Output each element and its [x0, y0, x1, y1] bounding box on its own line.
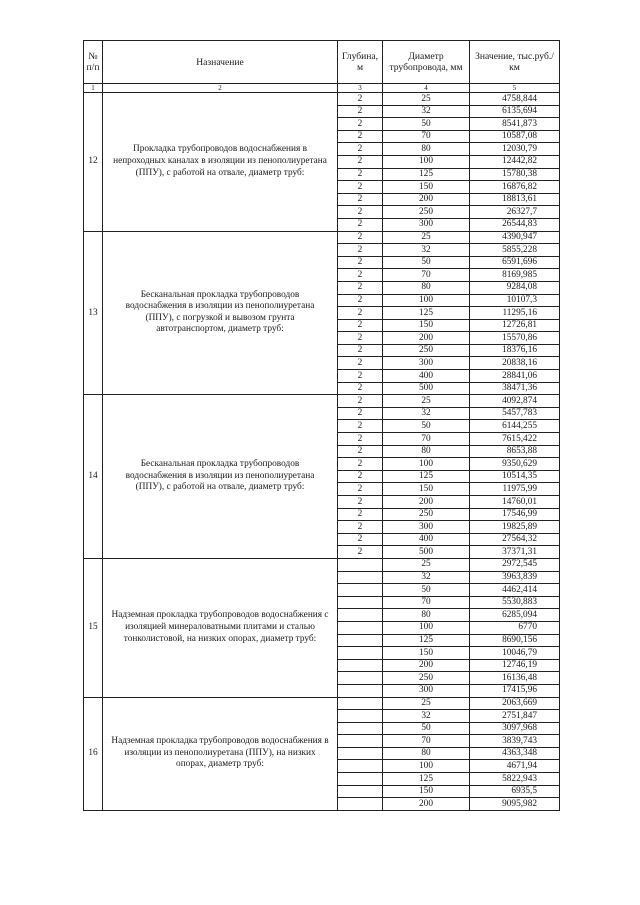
diameter-cell: 32 [383, 244, 470, 257]
value-cell: 9095,982 [470, 798, 560, 811]
depth-cell [338, 785, 383, 798]
table-row [84, 93, 560, 106]
column-index-cell: 5 [470, 84, 560, 93]
value-cell: 8169,985 [470, 269, 560, 282]
depth-cell [338, 798, 383, 811]
item-description: Бесканальная прокладка трубопроводов водоснабжения в изоляции из пенополиуретана (ППУ), с погрузкой и вывозом грунта автотранспортом, диаметр труб: [103, 231, 338, 395]
table-body [84, 93, 560, 811]
depth-cell: 2 [338, 407, 383, 420]
diameter-cell: 200 [383, 193, 470, 206]
value-cell: 7615,422 [470, 433, 560, 446]
value-cell: 19825,89 [470, 521, 560, 534]
diameter-cell: 32 [383, 105, 470, 118]
diameter-cell: 25 [383, 697, 470, 710]
diameter-cell: 250 [383, 206, 470, 219]
value-cell: 18813,61 [470, 193, 560, 206]
diameter-cell: 100 [383, 621, 470, 634]
value-cell: 27564,32 [470, 533, 560, 546]
diameter-cell: 70 [383, 433, 470, 446]
depth-cell: 2 [338, 168, 383, 181]
diameter-cell: 150 [383, 647, 470, 660]
value-cell: 6935,5 [470, 785, 560, 798]
diameter-cell: 250 [383, 344, 470, 357]
diameter-cell: 50 [383, 256, 470, 269]
table-row [84, 558, 560, 571]
depth-cell [338, 710, 383, 723]
item-number: 15 [84, 558, 103, 697]
diameter-cell: 50 [383, 118, 470, 131]
depth-cell: 2 [338, 307, 383, 320]
depth-cell [338, 697, 383, 710]
header-name: Назначение [103, 41, 338, 84]
depth-cell: 2 [338, 458, 383, 471]
value-cell: 26327,7 [470, 206, 560, 219]
value-cell: 11295,16 [470, 307, 560, 320]
item-number: 16 [84, 697, 103, 810]
value-cell: 38471,36 [470, 382, 560, 395]
value-cell: 12030,79 [470, 143, 560, 156]
depth-cell: 2 [338, 546, 383, 559]
column-index-cell: 4 [383, 84, 470, 93]
diameter-cell: 25 [383, 395, 470, 408]
diameter-cell: 50 [383, 420, 470, 433]
depth-cell [338, 735, 383, 748]
diameter-cell: 80 [383, 609, 470, 622]
value-cell: 26544,83 [470, 218, 560, 231]
item-number: 13 [84, 231, 103, 395]
table-header [84, 41, 560, 93]
item-description: Надземная прокладка трубопроводов водоснабжения с изоляцией минераловатными плитами и сталью тонколистовой, на низких опорах, диаметр труб: [103, 558, 338, 697]
diameter-cell: 80 [383, 445, 470, 458]
item-description: Прокладка трубопроводов водоснабжения в непроходных каналах в изоляции из пенополиуретана (ППУ), с работой на отвале, диаметр труб: [103, 93, 338, 232]
diameter-cell: 70 [383, 130, 470, 143]
depth-cell [338, 621, 383, 634]
value-cell: 9350,629 [470, 458, 560, 471]
depth-cell [338, 596, 383, 609]
diameter-cell: 125 [383, 168, 470, 181]
value-cell: 15780,38 [470, 168, 560, 181]
depth-cell: 2 [338, 508, 383, 521]
value-cell: 11975,99 [470, 483, 560, 496]
depth-cell [338, 558, 383, 571]
value-cell: 10046,79 [470, 647, 560, 660]
value-cell: 2972,545 [470, 558, 560, 571]
value-cell: 16136,48 [470, 672, 560, 685]
depth-cell: 2 [338, 193, 383, 206]
diameter-cell: 400 [383, 370, 470, 383]
diameter-cell: 125 [383, 470, 470, 483]
value-cell: 20838,16 [470, 357, 560, 370]
depth-cell [338, 747, 383, 760]
depth-cell: 2 [338, 521, 383, 534]
value-cell: 12442,82 [470, 155, 560, 168]
depth-cell: 2 [338, 118, 383, 131]
diameter-cell: 500 [383, 546, 470, 559]
value-cell: 17546,99 [470, 508, 560, 521]
diameter-cell: 200 [383, 332, 470, 345]
value-cell: 4671,94 [470, 760, 560, 773]
item-number: 12 [84, 93, 103, 232]
value-cell: 16876,82 [470, 181, 560, 194]
depth-cell [338, 584, 383, 597]
item-description: Бесканальная прокладка трубопроводов водоснабжения в изоляции из пенополиуретана (ППУ), с работой на отвале, диаметр труб: [103, 395, 338, 559]
diameter-cell: 25 [383, 93, 470, 106]
value-cell: 18376,16 [470, 344, 560, 357]
diameter-cell: 100 [383, 458, 470, 471]
depth-cell [338, 647, 383, 660]
diameter-cell: 300 [383, 357, 470, 370]
diameter-cell: 300 [383, 684, 470, 697]
depth-cell: 2 [338, 93, 383, 106]
value-cell: 15570,86 [470, 332, 560, 345]
diameter-cell: 150 [383, 319, 470, 332]
value-cell: 6135,694 [470, 105, 560, 118]
diameter-cell: 150 [383, 181, 470, 194]
depth-cell: 2 [338, 470, 383, 483]
depth-cell [338, 760, 383, 773]
diameter-cell: 500 [383, 382, 470, 395]
value-cell: 5457,783 [470, 407, 560, 420]
depth-cell: 2 [338, 395, 383, 408]
value-cell: 12746,19 [470, 659, 560, 672]
depth-cell [338, 722, 383, 735]
depth-cell: 2 [338, 483, 383, 496]
depth-cell [338, 773, 383, 786]
depth-cell [338, 571, 383, 584]
diameter-cell: 400 [383, 533, 470, 546]
value-cell: 6770 [470, 621, 560, 634]
value-cell: 28841,06 [470, 370, 560, 383]
diameter-cell: 100 [383, 760, 470, 773]
header-value: Значение, тыс.руб./км [470, 41, 560, 84]
depth-cell: 2 [338, 445, 383, 458]
value-cell: 5855,228 [470, 244, 560, 257]
value-cell: 4390,947 [470, 231, 560, 244]
depth-cell [338, 609, 383, 622]
table-row [84, 395, 560, 408]
diameter-cell: 150 [383, 785, 470, 798]
diameter-cell: 80 [383, 281, 470, 294]
diameter-cell: 200 [383, 798, 470, 811]
value-cell: 8653,88 [470, 445, 560, 458]
column-index-cell: 1 [84, 84, 103, 93]
diameter-cell: 70 [383, 596, 470, 609]
value-cell: 2751,847 [470, 710, 560, 723]
value-cell: 4758,844 [470, 93, 560, 106]
diameter-cell: 200 [383, 496, 470, 509]
depth-cell: 2 [338, 533, 383, 546]
diameter-cell: 50 [383, 584, 470, 597]
depth-cell: 2 [338, 332, 383, 345]
table-row [84, 231, 560, 244]
item-number: 14 [84, 395, 103, 559]
depth-cell: 2 [338, 181, 383, 194]
diameter-cell: 32 [383, 571, 470, 584]
value-cell: 4363,348 [470, 747, 560, 760]
depth-cell: 2 [338, 420, 383, 433]
value-cell: 8690,156 [470, 634, 560, 647]
depth-cell: 2 [338, 357, 383, 370]
diameter-cell: 32 [383, 710, 470, 723]
value-cell: 4462,414 [470, 584, 560, 597]
value-cell: 10587,08 [470, 130, 560, 143]
depth-cell: 2 [338, 269, 383, 282]
diameter-cell: 125 [383, 634, 470, 647]
diameter-cell: 70 [383, 269, 470, 282]
diameter-cell: 100 [383, 155, 470, 168]
value-cell: 3097,968 [470, 722, 560, 735]
depth-cell: 2 [338, 319, 383, 332]
value-cell: 4092,874 [470, 395, 560, 408]
depth-cell: 2 [338, 294, 383, 307]
depth-cell: 2 [338, 244, 383, 257]
diameter-cell: 125 [383, 773, 470, 786]
header-num: № п/п [84, 41, 103, 84]
depth-cell: 2 [338, 231, 383, 244]
value-cell: 14760,01 [470, 496, 560, 509]
value-cell: 6591,696 [470, 256, 560, 269]
diameter-cell: 200 [383, 659, 470, 672]
value-cell: 6144,255 [470, 420, 560, 433]
depth-cell: 2 [338, 256, 383, 269]
item-description: Надземная прокладка трубопроводов водоснабжения в изоляции из пенополиуретана (ППУ), на низких опорах, диаметр труб: [103, 697, 338, 810]
depth-cell: 2 [338, 130, 383, 143]
value-cell: 6285,094 [470, 609, 560, 622]
column-index-cell: 3 [338, 84, 383, 93]
depth-cell: 2 [338, 370, 383, 383]
header-diameter: Диаметр трубопровода, мм [383, 41, 470, 84]
depth-cell: 2 [338, 206, 383, 219]
diameter-cell: 125 [383, 307, 470, 320]
depth-cell [338, 684, 383, 697]
depth-cell [338, 672, 383, 685]
value-cell: 9284,08 [470, 281, 560, 294]
value-cell: 3963,839 [470, 571, 560, 584]
value-cell: 8541,873 [470, 118, 560, 131]
cost-table [83, 40, 560, 811]
value-cell: 12726,81 [470, 319, 560, 332]
diameter-cell: 150 [383, 483, 470, 496]
diameter-cell: 32 [383, 407, 470, 420]
depth-cell [338, 634, 383, 647]
diameter-cell: 80 [383, 747, 470, 760]
diameter-cell: 300 [383, 218, 470, 231]
diameter-cell: 80 [383, 143, 470, 156]
header-depth: Глубина, м [338, 41, 383, 84]
depth-cell: 2 [338, 143, 383, 156]
diameter-cell: 50 [383, 722, 470, 735]
depth-cell: 2 [338, 382, 383, 395]
value-cell: 5530,883 [470, 596, 560, 609]
depth-cell: 2 [338, 281, 383, 294]
value-cell: 3839,743 [470, 735, 560, 748]
diameter-cell: 250 [383, 508, 470, 521]
diameter-cell: 300 [383, 521, 470, 534]
diameter-cell: 25 [383, 231, 470, 244]
diameter-cell: 70 [383, 735, 470, 748]
value-cell: 2063,669 [470, 697, 560, 710]
value-cell: 10514,35 [470, 470, 560, 483]
depth-cell: 2 [338, 344, 383, 357]
depth-cell: 2 [338, 218, 383, 231]
depth-cell: 2 [338, 105, 383, 118]
value-cell: 10107,3 [470, 294, 560, 307]
diameter-cell: 250 [383, 672, 470, 685]
diameter-cell: 100 [383, 294, 470, 307]
depth-cell: 2 [338, 155, 383, 168]
depth-cell: 2 [338, 496, 383, 509]
table-row [84, 697, 560, 710]
diameter-cell: 25 [383, 558, 470, 571]
depth-cell [338, 659, 383, 672]
value-cell: 17415,96 [470, 684, 560, 697]
document-page [83, 40, 559, 811]
value-cell: 37371,31 [470, 546, 560, 559]
column-index-cell: 2 [103, 84, 338, 93]
column-index-row [84, 84, 560, 93]
depth-cell: 2 [338, 433, 383, 446]
value-cell: 5822,943 [470, 773, 560, 786]
